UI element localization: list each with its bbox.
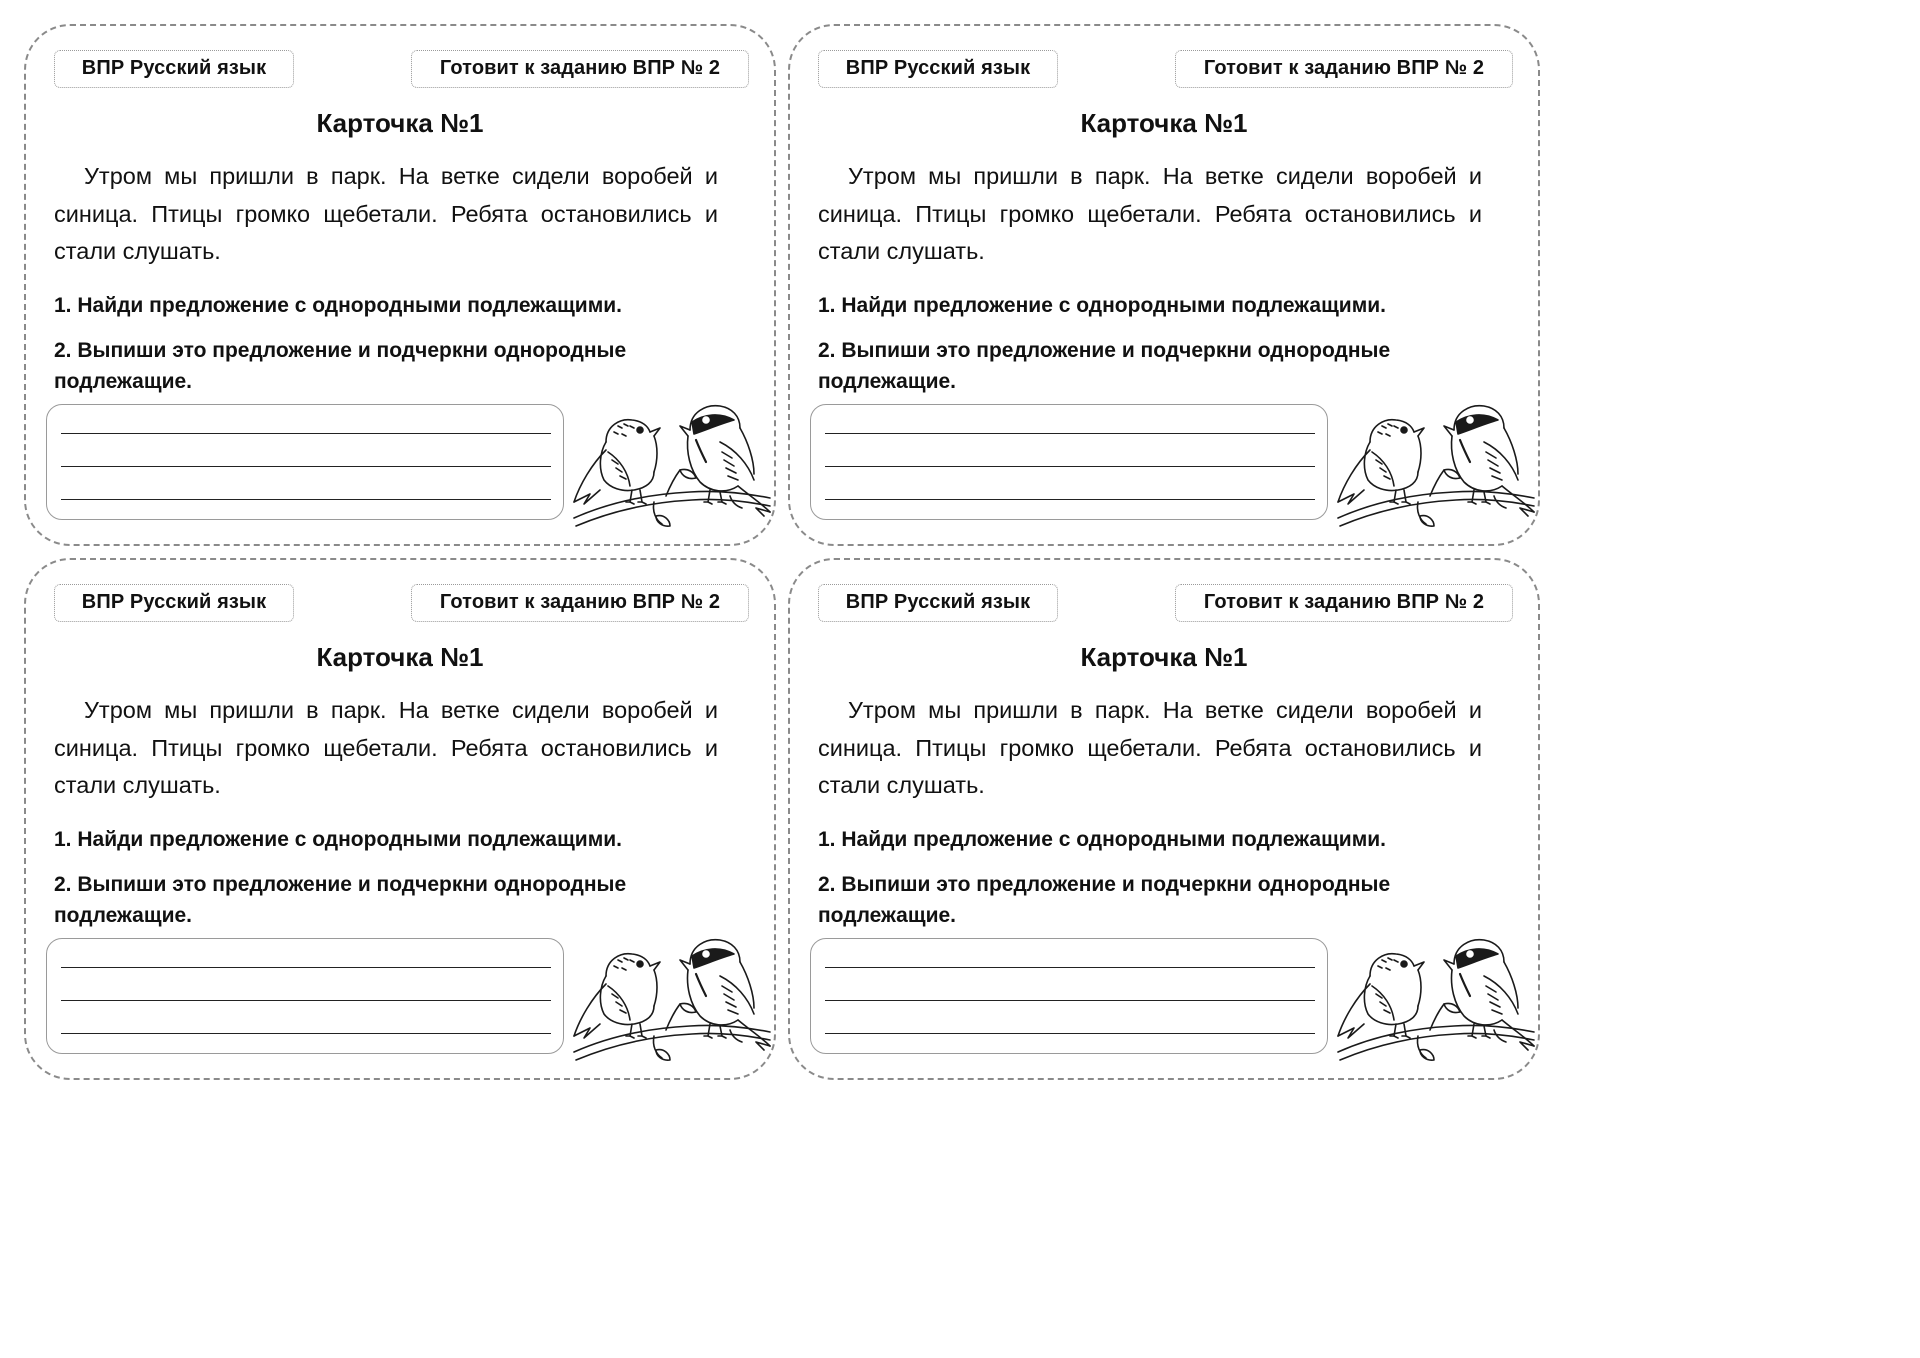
task-2: 2. Выпиши это предложение и подчеркни однородные подлежащие. [818,339,1391,393]
prep-tag: Готовит к заданию ВПР № 2 [1175,50,1513,88]
subject-tag: ВПР Русский язык [818,50,1058,88]
prep-tag: Готовит к заданию ВПР № 2 [411,50,749,88]
answer-line[interactable] [61,499,551,500]
answer-box[interactable] [46,404,564,520]
answer-line[interactable] [825,466,1315,467]
answer-line[interactable] [61,433,551,434]
reading-passage: Утром мы пришли в парк. На ветке сидели воробей и синица. Птицы громко щебетали. Ребята остановились и стали слушать. [54,163,718,264]
card-title: Карточка №1 [1080,642,1248,672]
answer-line[interactable] [61,466,551,467]
answer-line[interactable] [825,967,1315,968]
answer-line[interactable] [61,1000,551,1001]
answer-line[interactable] [825,499,1315,500]
birds-illustration [1334,390,1538,532]
card-title: Карточка №1 [316,108,484,138]
reading-passage: Утром мы пришли в парк. На ветке сидели воробей и синица. Птицы громко щебетали. Ребята остановились и стали слушать. [54,697,718,798]
subject-tag: ВПР Русский язык [818,584,1058,622]
answer-box[interactable] [810,938,1328,1054]
subject-tag: ВПР Русский язык [54,50,294,88]
task-card [24,24,776,546]
prep-tag: Готовит к заданию ВПР № 2 [1175,584,1513,622]
task-card [24,558,776,1080]
subject-tag: ВПР Русский язык [54,584,294,622]
birds-illustration [570,924,774,1066]
reading-passage: Утром мы пришли в парк. На ветке сидели воробей и синица. Птицы громко щебетали. Ребята остановились и стали слушать. [818,163,1482,264]
answer-box[interactable] [46,938,564,1054]
task-1: 1. Найди предложение с однородными подлежащими. [54,828,622,851]
birds-illustration [1334,924,1538,1066]
answer-line[interactable] [825,1000,1315,1001]
task-card [788,558,1540,1080]
card-title: Карточка №1 [316,642,484,672]
birds-illustration [570,390,774,532]
reading-passage: Утром мы пришли в парк. На ветке сидели воробей и синица. Птицы громко щебетали. Ребята остановились и стали слушать. [818,697,1482,798]
task-2: 2. Выпиши это предложение и подчеркни однородные подлежащие. [54,339,627,393]
card-title: Карточка №1 [1080,108,1248,138]
answer-box[interactable] [810,404,1328,520]
task-1: 1. Найди предложение с однородными подлежащими. [818,294,1386,317]
answer-line[interactable] [61,1033,551,1034]
answer-line[interactable] [825,1033,1315,1034]
task-1: 1. Найди предложение с однородными подлежащими. [54,294,622,317]
task-2: 2. Выпиши это предложение и подчеркни однородные подлежащие. [54,873,627,927]
answer-line[interactable] [61,967,551,968]
task-card [788,24,1540,546]
task-2: 2. Выпиши это предложение и подчеркни однородные подлежащие. [818,873,1391,927]
prep-tag: Готовит к заданию ВПР № 2 [411,584,749,622]
answer-line[interactable] [825,433,1315,434]
task-1: 1. Найди предложение с однородными подлежащими. [818,828,1386,851]
